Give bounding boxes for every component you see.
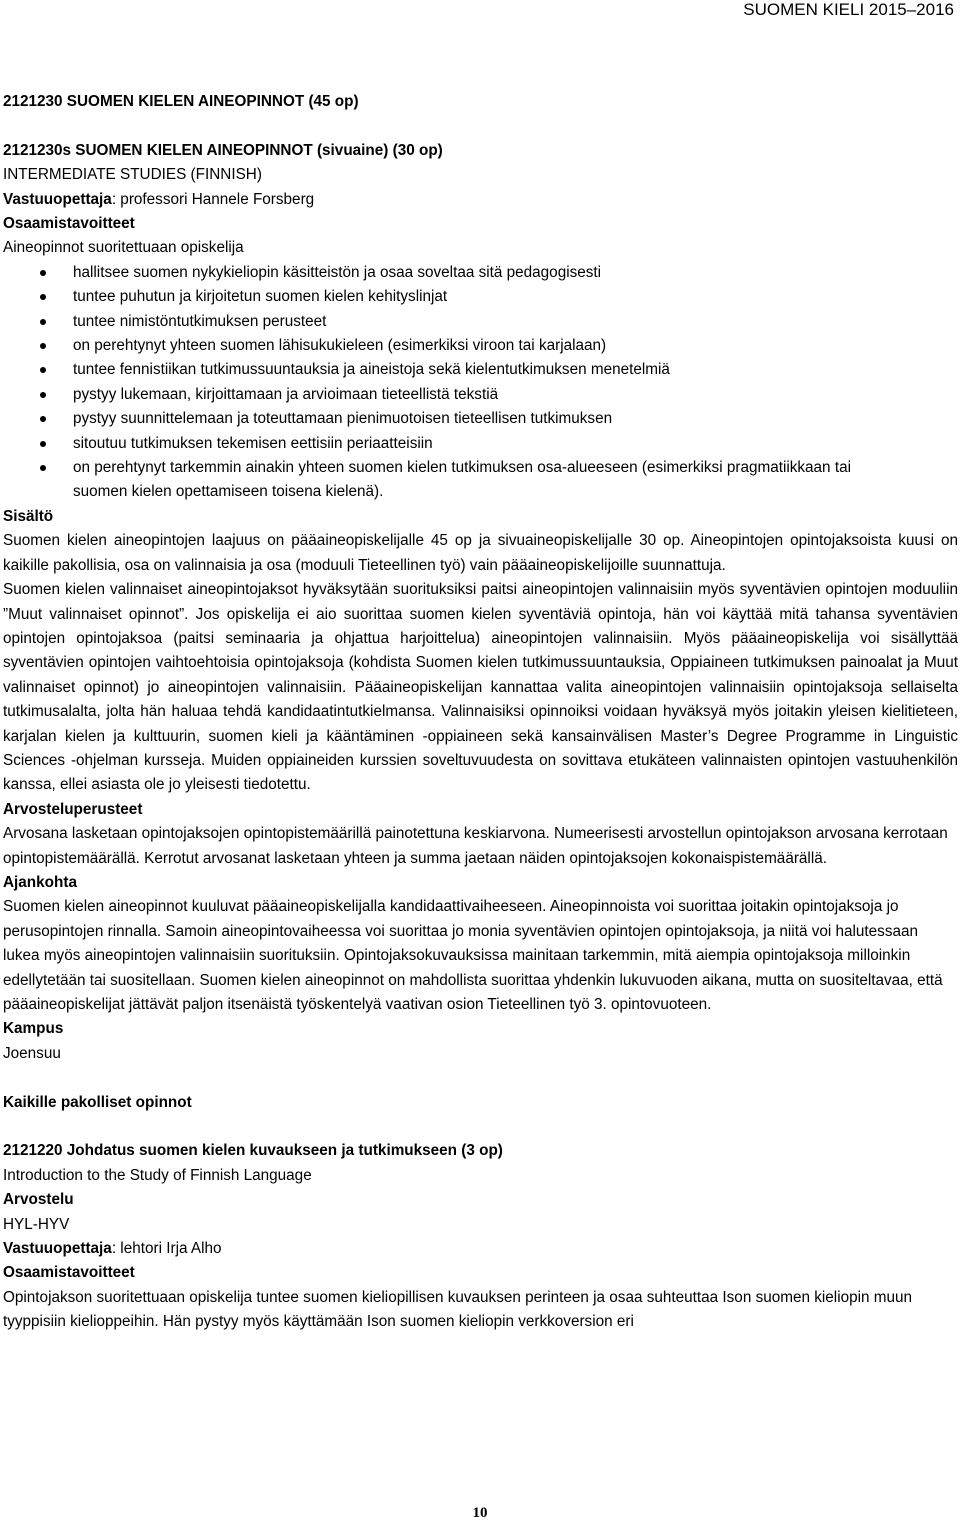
assessment-heading: Arvosteluperusteet [3, 800, 143, 818]
outcomes-list [3, 261, 958, 505]
list-item: on perehtynyt tarkemmin ainakin yhteen suomen kielen tutkimuksen osa-alueeseen (esimerkiksi pragmatiikkaan tai suomen kielen opettamiseen toisena kielenä). [73, 456, 958, 505]
campus-value: Joensuu [3, 1044, 61, 1062]
list-item: pystyy suunnittelemaan ja toteuttamaan pienimuotoisen tieteellisen tutkimuksen [73, 407, 958, 431]
page-number: 10 [472, 1505, 488, 1521]
document-body [3, 90, 958, 1335]
campus-heading: Kampus [3, 1020, 64, 1038]
spacer [3, 1066, 958, 1090]
assessment-paragraph: Arvosana lasketaan opintojaksojen opintopistemäärillä painotettuna keskiarvona. Numeerisesti arvostellun opintojakson arvosana kerrotaan opintopistemäärällä. Kerrotut arvosanat lasketaan yhteen ja summa jaetaan näiden opintojaksojen kokonaispistemäärällä. [3, 825, 948, 867]
course-title: 2121220 Johdatus suomen kielen kuvaukseen ja tutkimukseen (3 op) [3, 1142, 503, 1160]
spacer [3, 114, 958, 138]
responsible-value: : lehtori Irja Alho [111, 1240, 222, 1258]
timing-paragraph: Suomen kielen aineopinnot kuuluvat pääaineopiskelijalla kandidaattivaiheeseen. Aineopinnoista voi suorittaa joitakin opintojaksoja jo perusopintojen rinnalla. Samoin aineopintovaiheessa voi suorittaa jo monia syventävien opintojen opintojaksoja, ja niitä voi halutessaan lukea myös aineopintojen valinnaisiin suorituksiin. Opintojaksokuvauksissa mainitaan tarkemmin, mitä aiempia opintojaksoja milloinkin edellytetään tai suositellaan. Suomen kielen aineopinnot on mahdollista suorittaa yhdenkin lukuvuoden aikana, mutta on suositeltavaa, että pääaineopiskelijat jättävät paljon itsenäistä työskentelyä vaativan osion Tieteellinen työ 3. opintovuoteen. [3, 898, 943, 1014]
running-header-title: SUOMEN KIELI 2015–2016 [743, 0, 954, 19]
responsible-value: : professori Hannele Forsberg [111, 190, 315, 208]
list-item: tuntee fennistiikan tutkimussuuntauksia ja aineistoja sekä kielentutkimuksen menetelmiä [73, 358, 958, 382]
list-item: sitoutuu tutkimuksen tekemisen eettisiin periaatteisiin [73, 432, 958, 456]
list-item: tuntee nimistöntutkimuksen perusteet [73, 310, 958, 334]
course-responsible-line [3, 1237, 958, 1261]
timing-heading: Ajankohta [3, 873, 77, 891]
grading-value: HYL-HYV [3, 1215, 70, 1233]
responsible-teacher-line [3, 188, 958, 212]
program-title: 2121230 SUOMEN KIELEN AINEOPINNOT (45 op) [3, 93, 359, 110]
list-item: pystyy lukemaan, kirjoittamaan ja arvioimaan tieteellistä tekstiä [73, 383, 958, 407]
grading-heading: Arvostelu [3, 1191, 74, 1209]
program-english-name: INTERMEDIATE STUDIES (FINNISH) [3, 166, 262, 184]
responsible-label: Vastuuopettaja [3, 1240, 112, 1258]
program-subtitle: 2121230s SUOMEN KIELEN AINEOPINNOT (sivuaine) (30 op) [3, 141, 443, 159]
content-paragraph: Suomen kielen valinnaiset aineopintojaksot hyväksytään suorituksiksi paitsi aineopintojen valinnaisiin myös syventävien opintojen moduuliin ”Muut valinnaiset opinnot”. Jos opiskelija ei aio suorittaa suomen kielen syventäviä opintoja, hän voi käyttää mitä tahansa syventävien opintojen opintojaksoa (paitsi seminaaria ja ohjattua harjoittelua) aineopintojen valinnaisiin. Myös pääaineopiskelija voi sisällyttää syventävien opintojen vaihtoehtoisia opintojaksoja (kohdista Suomen kielen tutkimussuuntauksia, Oppiaineen tutkimuksen painoalat ja Muut valinnaiset opinnot) jo aineopintojen valinnaisiin. Pääaineopiskelijan kannattaa valita aineopintojen valinnaisiin opintojaksoja sellaiselta tutkimusalalta, jolta hän haluaa tehdä kandidaatintutkielmansa. Valinnaisiksi opinnoiksi voidaan hyväksyä myös joitakin yleisen kielitieteen, karjalan kielen ja kulttuurin, suomen kieli ja kääntäminen -oppiaineen sekä kansainvälisen Master’s Degree Programme in Linguistic Sciences -ohjelman kursseja. Muiden oppiaineiden kurssien soveltuvuudesta on sovittava etukäteen valinnaisten opintojen vastuuhenkilön kanssa, ellei asiasta ole jo yleisesti tiedotettu. [3, 581, 958, 794]
course-english-name: Introduction to the Study of Finnish Language [3, 1166, 312, 1184]
outcomes-intro: Aineopinnot suoritettuaan opiskelija [3, 239, 244, 257]
list-item: hallitsee suomen nykykieliopin käsitteistön ja osaa soveltaa sitä pedagogisesti [73, 261, 958, 285]
responsible-label: Vastuuopettaja [3, 190, 112, 208]
mandatory-studies-heading: Kaikille pakolliset opinnot [3, 1093, 192, 1111]
course-outcomes-paragraph: Opintojakson suoritettuaan opiskelija tuntee suomen kieliopillisen kuvauksen perinteen ja osaa suhteuttaa Ison suomen kieliopin muun tyyppisiin kielioppeihin. Hän pystyy myös käyttämään Ison suomen kieliopin verkkoversion eri [3, 1288, 913, 1331]
content-heading: Sisältö [3, 507, 54, 525]
list-item: on perehtynyt yhteen suomen lähisukukieleen (esimerkiksi viroon tai karjalaan) [73, 334, 958, 358]
content-paragraph: Suomen kielen aineopintojen laajuus on pääaineopiskelijalle 45 op ja sivuaineopiskelijalle 30 op. Aineopintojen opintojaksoista kuusi on kaikille pakollisia, osa on valinnaisia ja osa (moduuli Tieteellinen työ) vain pääaineopiskelijoille suunnattuja. [3, 532, 958, 574]
outcomes-heading: Osaamistavoitteet [3, 215, 135, 233]
list-item: tuntee puhutun ja kirjoitetun suomen kielen kehityslinjat [73, 285, 958, 309]
spacer [3, 1115, 958, 1139]
course-outcomes-heading: Osaamistavoitteet [3, 1264, 135, 1282]
